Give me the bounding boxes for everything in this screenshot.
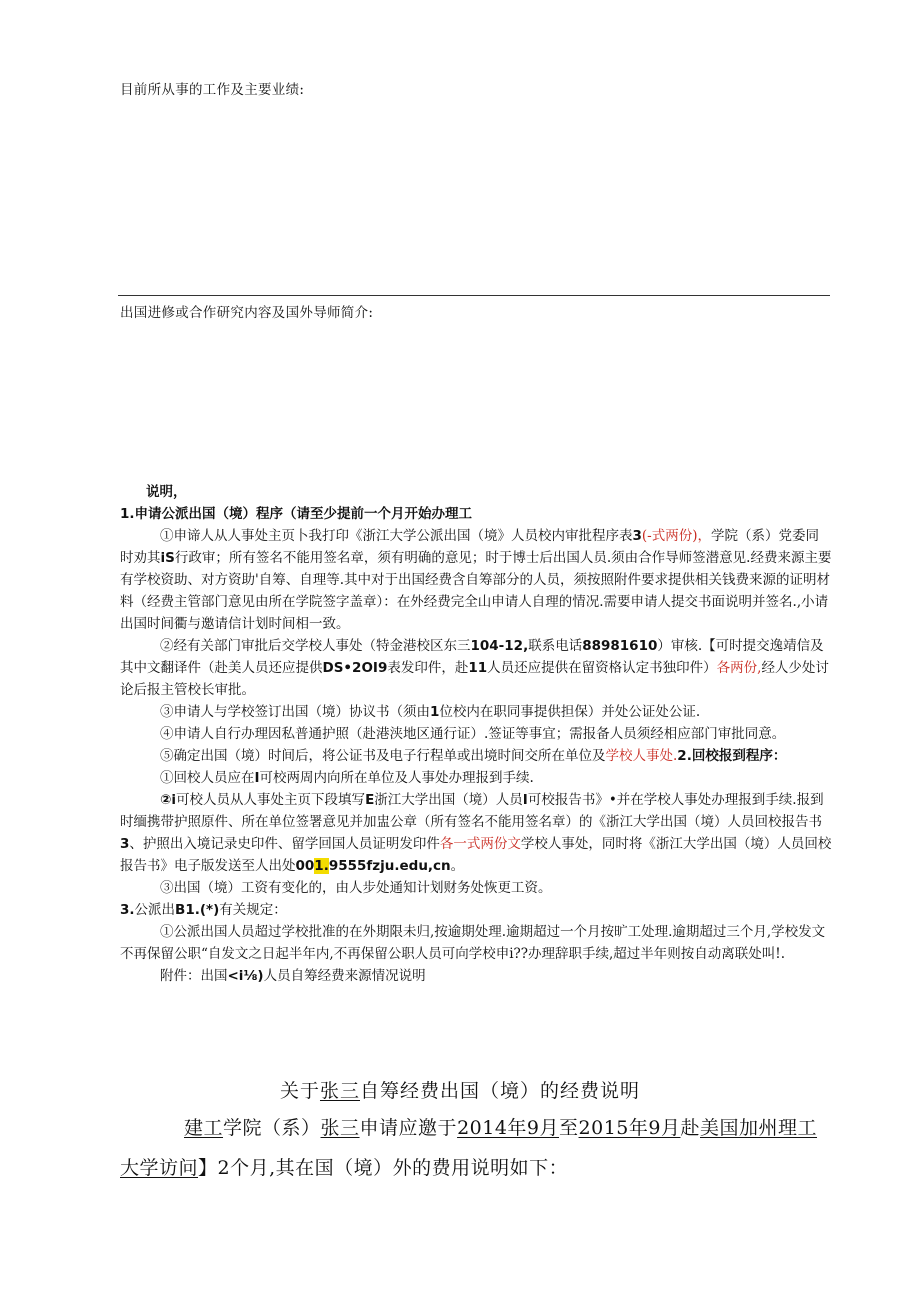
- paragraph-10: ①公派出国人员超过学校批准的在外期限未归,按逾期处理.逾期超过一个月按旷工处理.逾期超过三个月,学校发文不再保留公职“自发文之日起半年内,不再保留公职人员可向学校申i??办理辞职手续,超过半年则按自动离联处叫!.: [120, 924, 826, 962]
- paragraph-5: ⑤确定出国（境）时间后，将公证书及电子行程单或出境时间交所在单位及学校人事处.2.回校报到程序：: [160, 748, 787, 764]
- item3-title: 3.公派出B1.(*)有关规定：: [120, 902, 287, 918]
- current-work-label: 目前所从事的工作及主要业绩:: [120, 82, 305, 98]
- attachment-note: 附件：出国<i⅛)人员自筹经费来源情况说明: [160, 968, 426, 984]
- memo-paragraph: 建工学院（系）张三申请应邀于2014年9月至2015年9月赴美国加州理工大学访问】2个月,其在国（境）外的费用说明如下：: [120, 1117, 818, 1179]
- paragraph-3: ③申请人与学校签订出国（境）协议书（须由1位校内在职同事提供担保）并处公证处公证.: [160, 704, 701, 720]
- section-divider: [118, 295, 830, 296]
- paragraph-7: ②i可校人员从人事处主页下段填写E浙江大学出国（境）人员I可校报告书》•并在学校人事处办理报到手续.报到时缅携带护照原件、所在单位签署意见并加盅公章（所有签名不能用签名章）的《浙江大学出国（境）人员回校报告书3、护照出入境记录史印件、留学回国人员证明发印件各一式两份文学校人事处，同时将《浙江大学出国（境）人员回校报告书》电子版发送至人出处001.9555fzju.edu,cn。: [120, 792, 832, 874]
- instructions-block: [120, 481, 832, 987]
- paragraph-4: ④申请人自行办理因私普通护照（赴港浃地区通行证）.签证等事宜；需报备人员须经相应部门审批同意。: [160, 726, 786, 742]
- memo-title: 关于张三自筹经费出国（境）的经费说明: [279, 1080, 641, 1102]
- memo-body: [120, 1108, 832, 1188]
- paragraph-6: ①回校人员应在I可校两周内向所在单位及人事处办理报到手续.: [160, 770, 534, 786]
- paragraph-1: ①申谛人从人事处主页卜我打印《浙江大学公派出国（境》人员校内审批程序表3(-式两份)，学院（系）党委同时劝其iS行政审；所有签名不能用签名章，须有明确的意见；时于博士后出国人员.须由合作导师签潜意见.经费来源主要有学校资助、对方资助'自筹、自理等.其中对于出国经费含自筹部分的人员，须按照附件要求提供相关钱费来源的证明材料（经费主管部门意见由所在学院签字盖章）：在外经费完全山申请人自理的情况.需要申请人提交书面说明并签名.,小请出国时间衢与邀请信计划时间相一致。: [120, 528, 832, 632]
- paragraph-2: ②经有关部门审批后交学校人事处（特金港校区东三104-12,联系电话88981610）审核.【可时提交逸靖信及其中文翻译件（赴美人员还应提供DS•2OI9表发印件，赴11人员还应提供在留资格认定书独印件）各两份,经人少处讨论后报主管校长审批。: [120, 638, 829, 698]
- paragraph-8: ③出国（境）工资有变化的，由人步处通知计划财务处恢更工资。: [160, 880, 552, 896]
- study-content-label: 出国进修或合作研究内容及国外导师简介:: [120, 305, 374, 321]
- item1-title: 1.申请公派出国（境）程序（请至少提前一个月开始办理工: [120, 506, 473, 522]
- instructions-heading: 说明，: [146, 484, 187, 500]
